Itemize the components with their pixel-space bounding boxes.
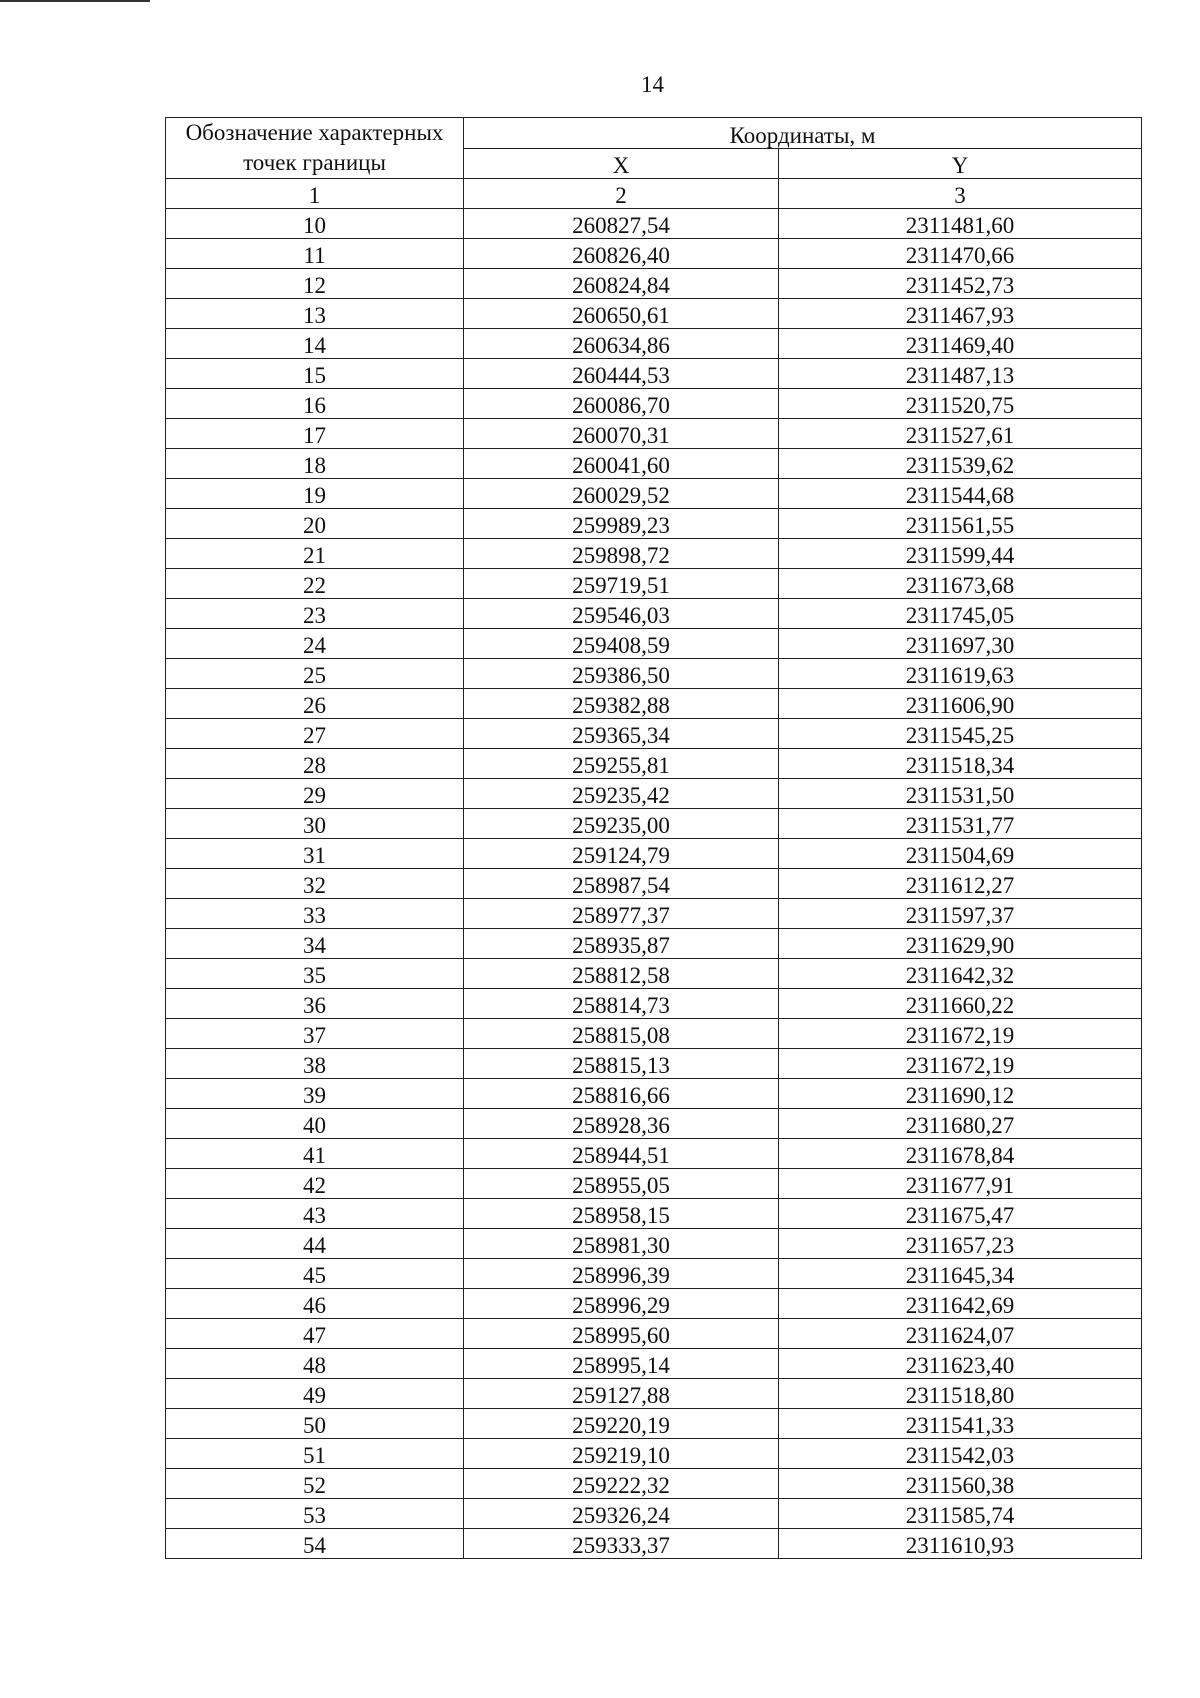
y-coordinate-cell: 2311561,55 (779, 509, 1142, 539)
column-number-2: 2 (464, 179, 779, 209)
x-coordinate-cell: 258995,14 (464, 1349, 779, 1379)
header-point: Обозначение характерных точек границы (166, 118, 464, 179)
point-number-cell: 27 (166, 719, 464, 749)
table-row (166, 1139, 1142, 1169)
point-number-cell: 10 (166, 209, 464, 239)
x-coordinate-cell: 258928,36 (464, 1109, 779, 1139)
table-row (166, 1019, 1142, 1049)
point-number-cell: 38 (166, 1049, 464, 1079)
table-row (166, 509, 1142, 539)
table-row (166, 1229, 1142, 1259)
x-coordinate-cell: 258814,73 (464, 989, 779, 1019)
table-row (166, 899, 1142, 929)
y-coordinate-cell: 2311677,91 (779, 1169, 1142, 1199)
x-coordinate-cell: 258944,51 (464, 1139, 779, 1169)
y-coordinate-cell: 2311541,33 (779, 1409, 1142, 1439)
point-number-cell: 19 (166, 479, 464, 509)
table-row (166, 779, 1142, 809)
page-number: 14 (641, 72, 664, 97)
x-coordinate-cell: 258935,87 (464, 929, 779, 959)
table-row (166, 1079, 1142, 1109)
point-number-cell: 13 (166, 299, 464, 329)
table-row (166, 719, 1142, 749)
point-number-cell: 34 (166, 929, 464, 959)
table-row (166, 479, 1142, 509)
point-number-cell: 48 (166, 1349, 464, 1379)
x-coordinate-cell: 260824,84 (464, 269, 779, 299)
x-coordinate-cell: 258955,05 (464, 1169, 779, 1199)
table-row (166, 569, 1142, 599)
table-row (166, 809, 1142, 839)
table-row (166, 539, 1142, 569)
header-coords: Координаты, м (464, 118, 1142, 149)
table-row (166, 1199, 1142, 1229)
coordinates-table (165, 117, 1142, 1559)
header-y: Y (779, 148, 1142, 179)
table-row (166, 659, 1142, 689)
x-coordinate-cell: 260827,54 (464, 209, 779, 239)
point-number-cell: 35 (166, 959, 464, 989)
y-coordinate-cell: 2311518,34 (779, 749, 1142, 779)
point-number-cell: 40 (166, 1109, 464, 1139)
y-coordinate-cell: 2311612,27 (779, 869, 1142, 899)
point-number-cell: 54 (166, 1529, 464, 1559)
point-number-cell: 37 (166, 1019, 464, 1049)
x-coordinate-cell: 259382,88 (464, 689, 779, 719)
y-coordinate-cell: 2311745,05 (779, 599, 1142, 629)
table-row (166, 389, 1142, 419)
x-coordinate-cell: 260070,31 (464, 419, 779, 449)
x-coordinate-cell: 260650,61 (464, 299, 779, 329)
point-number-cell: 53 (166, 1499, 464, 1529)
y-coordinate-cell: 2311672,19 (779, 1019, 1142, 1049)
header-row-1 (166, 118, 1142, 149)
point-number-cell: 14 (166, 329, 464, 359)
table-row (166, 239, 1142, 269)
x-coordinate-cell: 260041,60 (464, 449, 779, 479)
point-number-cell: 41 (166, 1139, 464, 1169)
point-number-cell: 26 (166, 689, 464, 719)
table-row (166, 359, 1142, 389)
y-coordinate-cell: 2311527,61 (779, 419, 1142, 449)
table-row (166, 1409, 1142, 1439)
y-coordinate-cell: 2311680,27 (779, 1109, 1142, 1139)
y-coordinate-cell: 2311504,69 (779, 839, 1142, 869)
y-coordinate-cell: 2311673,68 (779, 569, 1142, 599)
point-number-cell: 43 (166, 1199, 464, 1229)
x-coordinate-cell: 258996,39 (464, 1259, 779, 1289)
x-coordinate-cell: 258816,66 (464, 1079, 779, 1109)
table-row (166, 1169, 1142, 1199)
table-row (166, 269, 1142, 299)
point-number-cell: 36 (166, 989, 464, 1019)
y-coordinate-cell: 2311675,47 (779, 1199, 1142, 1229)
point-number-cell: 16 (166, 389, 464, 419)
y-coordinate-cell: 2311469,40 (779, 329, 1142, 359)
table-row (166, 329, 1142, 359)
x-coordinate-cell: 260086,70 (464, 389, 779, 419)
y-coordinate-cell: 2311697,30 (779, 629, 1142, 659)
point-number-cell: 42 (166, 1169, 464, 1199)
column-number-3: 3 (779, 179, 1142, 209)
x-coordinate-cell: 259124,79 (464, 839, 779, 869)
table-row (166, 1379, 1142, 1409)
table-row (166, 839, 1142, 869)
x-coordinate-cell: 259222,32 (464, 1469, 779, 1499)
point-number-cell: 17 (166, 419, 464, 449)
y-coordinate-cell: 2311531,50 (779, 779, 1142, 809)
y-coordinate-cell: 2311452,73 (779, 269, 1142, 299)
x-coordinate-cell: 259898,72 (464, 539, 779, 569)
point-number-cell: 21 (166, 539, 464, 569)
x-coordinate-cell: 259326,24 (464, 1499, 779, 1529)
x-coordinate-cell: 258958,15 (464, 1199, 779, 1229)
x-coordinate-cell: 259719,51 (464, 569, 779, 599)
table-row (166, 989, 1142, 1019)
y-coordinate-cell: 2311606,90 (779, 689, 1142, 719)
table-row (166, 1049, 1142, 1079)
y-coordinate-cell: 2311619,63 (779, 659, 1142, 689)
point-number-cell: 15 (166, 359, 464, 389)
y-coordinate-cell: 2311542,03 (779, 1439, 1142, 1469)
y-coordinate-cell: 2311531,77 (779, 809, 1142, 839)
point-number-cell: 25 (166, 659, 464, 689)
y-coordinate-cell: 2311487,13 (779, 359, 1142, 389)
y-coordinate-cell: 2311520,75 (779, 389, 1142, 419)
point-number-cell: 51 (166, 1439, 464, 1469)
y-coordinate-cell: 2311544,68 (779, 479, 1142, 509)
x-coordinate-cell: 259235,00 (464, 809, 779, 839)
y-coordinate-cell: 2311624,07 (779, 1319, 1142, 1349)
y-coordinate-cell: 2311599,44 (779, 539, 1142, 569)
point-number-cell: 31 (166, 839, 464, 869)
x-coordinate-cell: 258815,13 (464, 1049, 779, 1079)
table-row (166, 1469, 1142, 1499)
y-coordinate-cell: 2311642,32 (779, 959, 1142, 989)
point-number-cell: 46 (166, 1289, 464, 1319)
y-coordinate-cell: 2311657,23 (779, 1229, 1142, 1259)
x-coordinate-cell: 259127,88 (464, 1379, 779, 1409)
column-number-1: 1 (166, 179, 464, 209)
table-row (166, 749, 1142, 779)
table-row (166, 929, 1142, 959)
point-number-cell: 11 (166, 239, 464, 269)
y-coordinate-cell: 2311518,80 (779, 1379, 1142, 1409)
y-coordinate-cell: 2311690,12 (779, 1079, 1142, 1109)
table-row (166, 1499, 1142, 1529)
x-coordinate-cell: 259546,03 (464, 599, 779, 629)
table-row (166, 1109, 1142, 1139)
table-row (166, 1289, 1142, 1319)
x-coordinate-cell: 258815,08 (464, 1019, 779, 1049)
point-number-cell: 12 (166, 269, 464, 299)
y-coordinate-cell: 2311623,40 (779, 1349, 1142, 1379)
y-coordinate-cell: 2311560,38 (779, 1469, 1142, 1499)
table-row (166, 209, 1142, 239)
point-number-cell: 49 (166, 1379, 464, 1409)
table-row (166, 1439, 1142, 1469)
point-number-cell: 29 (166, 779, 464, 809)
y-coordinate-cell: 2311642,69 (779, 1289, 1142, 1319)
y-coordinate-cell: 2311610,93 (779, 1529, 1142, 1559)
point-number-cell: 39 (166, 1079, 464, 1109)
point-number-cell: 52 (166, 1469, 464, 1499)
table-row (166, 1259, 1142, 1289)
x-coordinate-cell: 258987,54 (464, 869, 779, 899)
header-x: X (464, 148, 779, 179)
point-number-cell: 24 (166, 629, 464, 659)
x-coordinate-cell: 259365,34 (464, 719, 779, 749)
y-coordinate-cell: 2311672,19 (779, 1049, 1142, 1079)
point-number-cell: 30 (166, 809, 464, 839)
table-row (166, 1349, 1142, 1379)
y-coordinate-cell: 2311629,90 (779, 929, 1142, 959)
y-coordinate-cell: 2311481,60 (779, 209, 1142, 239)
point-number-cell: 32 (166, 869, 464, 899)
table-row (166, 599, 1142, 629)
y-coordinate-cell: 2311470,66 (779, 239, 1142, 269)
point-number-cell: 45 (166, 1259, 464, 1289)
point-number-cell: 50 (166, 1409, 464, 1439)
y-coordinate-cell: 2311545,25 (779, 719, 1142, 749)
point-number-cell: 44 (166, 1229, 464, 1259)
x-coordinate-cell: 258981,30 (464, 1229, 779, 1259)
table-row (166, 959, 1142, 989)
x-coordinate-cell: 258996,29 (464, 1289, 779, 1319)
x-coordinate-cell: 259220,19 (464, 1409, 779, 1439)
y-coordinate-cell: 2311678,84 (779, 1139, 1142, 1169)
x-coordinate-cell: 258812,58 (464, 959, 779, 989)
y-coordinate-cell: 2311585,74 (779, 1499, 1142, 1529)
x-coordinate-cell: 259333,37 (464, 1529, 779, 1559)
point-number-cell: 33 (166, 899, 464, 929)
x-coordinate-cell: 258977,37 (464, 899, 779, 929)
y-coordinate-cell: 2311645,34 (779, 1259, 1142, 1289)
scan-edge-line (0, 0, 150, 2)
table-row (166, 1529, 1142, 1559)
table-row (166, 299, 1142, 329)
y-coordinate-cell: 2311597,37 (779, 899, 1142, 929)
x-coordinate-cell: 259235,42 (464, 779, 779, 809)
x-coordinate-cell: 259989,23 (464, 509, 779, 539)
table-row (166, 449, 1142, 479)
point-number-cell: 20 (166, 509, 464, 539)
y-coordinate-cell: 2311467,93 (779, 299, 1142, 329)
x-coordinate-cell: 260029,52 (464, 479, 779, 509)
table-row (166, 629, 1142, 659)
x-coordinate-cell: 259255,81 (464, 749, 779, 779)
x-coordinate-cell: 260444,53 (464, 359, 779, 389)
table-row (166, 869, 1142, 899)
x-coordinate-cell: 260634,86 (464, 329, 779, 359)
point-number-cell: 18 (166, 449, 464, 479)
x-coordinate-cell: 259219,10 (464, 1439, 779, 1469)
y-coordinate-cell: 2311539,62 (779, 449, 1142, 479)
table-row (166, 419, 1142, 449)
point-number-cell: 23 (166, 599, 464, 629)
point-number-cell: 47 (166, 1319, 464, 1349)
x-coordinate-cell: 259408,59 (464, 629, 779, 659)
table-row (166, 1319, 1142, 1349)
point-number-cell: 28 (166, 749, 464, 779)
point-number-cell: 22 (166, 569, 464, 599)
column-number-row (166, 179, 1142, 209)
x-coordinate-cell: 259386,50 (464, 659, 779, 689)
x-coordinate-cell: 258995,60 (464, 1319, 779, 1349)
table-row (166, 689, 1142, 719)
x-coordinate-cell: 260826,40 (464, 239, 779, 269)
y-coordinate-cell: 2311660,22 (779, 989, 1142, 1019)
